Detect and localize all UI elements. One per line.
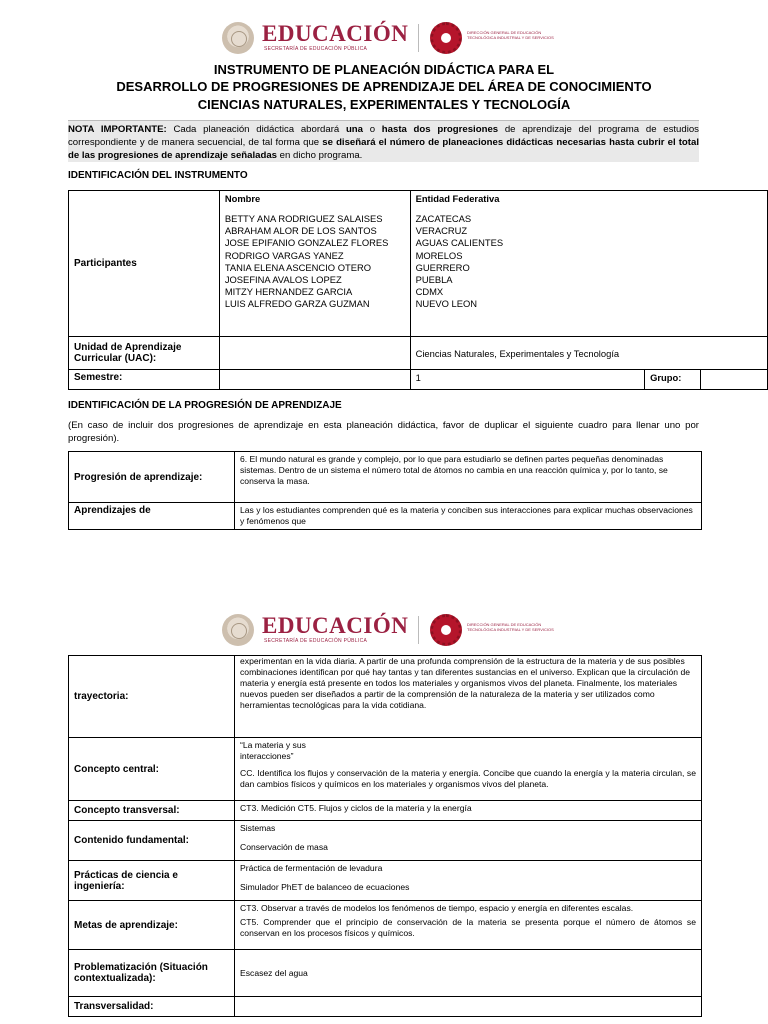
concepto-transversal-label: Concepto transversal:: [69, 801, 235, 821]
note-label: NOTA IMPORTANTE:: [68, 124, 167, 135]
progresion-table-continued: [68, 655, 702, 1017]
title-line-2: DESARROLLO DE PROGRESIONES DE APRENDIZAJE DEL ÁREA DE CONOCIMIENTO: [116, 79, 652, 94]
progresion-instructions: (En caso de incluir dos progresiones de aprendizaje en esta planeación didáctica, favor de duplicar el siguiente cuadro para llenar uno por progresión).: [68, 420, 699, 444]
national-seal-icon: [222, 22, 254, 54]
section-heading-identificacion: IDENTIFICACIÓN DEL INSTRUMENTO: [68, 170, 248, 181]
entidad-header: Entidad Federativa: [415, 193, 500, 204]
uac-label: Unidad de Aprendizaje Curricular (UAC):: [69, 337, 220, 370]
participant-state: PUEBLA: [415, 274, 453, 286]
note-text-1: Cada planeación didáctica abordará: [166, 124, 346, 135]
contenido-item-1: Sistemas: [240, 823, 276, 833]
progresion-text: 6. El mundo natural es grande y complejo, por lo que para estudiarlo se definen partes pequeñas denominadas sistemas. Dentro de un sistema el número total de átomos no cambia en una reacción química y, por lo tanto, se conserva la masa.: [235, 452, 702, 503]
note-text-4: en dicho programa.: [277, 150, 363, 161]
participant-name: TANIA ELENA ASCENCIO OTERO: [224, 261, 372, 273]
participant-name: LUIS ALFREDO GARZA GUZMAN: [224, 298, 370, 310]
participant-state: ZACATECAS: [415, 213, 472, 224]
contenido-item-2: Conservación de masa: [240, 842, 328, 852]
progresion-label: Progresión de aprendizaje:: [69, 452, 235, 503]
sep-subtitle: SECRETARÍA DE EDUCACIÓN PÚBLICA: [264, 46, 368, 52]
concepto-central-label: Concepto central:: [69, 738, 235, 801]
aprendizajes-text: Las y los estudiantes comprenden qué es la materia y conciben sus interacciones para explicar muchas observaciones y fenómenos que: [235, 503, 702, 530]
metas-cell: [235, 901, 702, 950]
participant-name: JOSEFINA AVALOS LOPEZ: [224, 274, 342, 286]
page-gap: [0, 548, 768, 592]
names-cell: [219, 191, 410, 337]
concepto-central-cell: [235, 738, 702, 801]
problematizacion-text: Escasez del agua: [235, 950, 702, 997]
practicas-cell: [235, 861, 702, 901]
note-bold-1: una: [345, 124, 363, 135]
participant-state: GUERRERO: [415, 261, 470, 273]
logo-divider: [418, 616, 419, 644]
metas-label: Metas de aprendizaje:: [69, 901, 235, 950]
dgeti-text: DIRECCIÓN GENERAL DE EDUCACIÓN TECNOLÓGICA INDUSTRIAL Y DE SERVICIOS: [467, 30, 554, 40]
note-text-3: de aprendizaje del programa de estudios correspondiente y de manera secuencial, de tal forma que: [68, 124, 699, 148]
identification-table: [68, 190, 768, 390]
title-line-3: CIENCIAS NATURALES, EXPERIMENTALES Y TECNOLOGÍA: [197, 97, 571, 112]
participant-name: JOSE EPIFANIO GONZALEZ FLORES: [224, 237, 389, 249]
concepto-central-quote: “La materia y sus interacciones”: [240, 740, 306, 761]
aprendizajes-label: Aprendizajes de: [69, 503, 235, 530]
concepto-transversal-text: CT3. Medición CT5. Flujos y ciclos de la materia y la energía: [235, 801, 702, 821]
nombre-header: Nombre: [224, 193, 261, 204]
participant-state: CDMX: [415, 286, 444, 298]
sep-subtitle: SECRETARÍA DE EDUCACIÓN PÚBLICA: [264, 638, 368, 644]
practicas-label: Prácticas de ciencia e ingeniería:: [69, 861, 235, 901]
progresion-table: [68, 451, 702, 530]
participant-name: ABRAHAM ALOR DE LOS SANTOS: [224, 225, 377, 237]
participant-name: BETTY ANA RODRIGUEZ SALAISES: [224, 213, 383, 224]
dgeti-text: DIRECCIÓN GENERAL DE EDUCACIÓN TECNOLÓGICA INDUSTRIAL Y DE SERVICIOS: [467, 622, 554, 632]
practicas-item-2: Simulador PhET de balanceo de ecuaciones: [240, 882, 410, 892]
states-cell: [410, 191, 767, 337]
participant-state: NUEVO LEON: [415, 298, 478, 310]
transversalidad-label: Transversalidad:: [69, 997, 235, 1017]
participant-state: AGUAS CALIENTES: [415, 237, 504, 249]
header-logos: [222, 16, 562, 60]
uac-empty-cell: [219, 337, 410, 370]
logo-divider: [418, 24, 419, 52]
grupo-value: [701, 370, 768, 390]
national-seal-icon: [222, 614, 254, 646]
educacion-logo-text: EDUCACIÓN: [262, 613, 409, 638]
contenido-label: Contenido fundamental:: [69, 821, 235, 861]
participantes-label: Participantes: [69, 191, 220, 337]
grupo-label: Grupo:: [645, 370, 701, 390]
concepto-central-text: CC. Identifica los flujos y conservación de la materia y energía. Concibe que cuando la energía y la materia circulan, se dan cambios físicos y químicos en los materiales y organismos vivos del planeta.: [240, 768, 696, 789]
participant-name: RODRIGO VARGAS YANEZ: [224, 249, 344, 261]
header-logos-page-2: [222, 608, 562, 652]
title-line-1: INSTRUMENTO DE PLANEACIÓN DIDÁCTICA PARA EL: [213, 62, 555, 77]
semestre-label: Semestre:: [69, 370, 220, 390]
dgeti-gear-icon: [430, 614, 462, 646]
note-text-2: o: [363, 124, 382, 135]
semestre-empty-cell: [219, 370, 410, 390]
transversalidad-value: [235, 997, 702, 1017]
section-heading-progresion: IDENTIFICACIÓN DE LA PROGRESIÓN DE APRENDIZAJE: [68, 400, 342, 411]
dgeti-gear-icon: [430, 22, 462, 54]
note-bold-3: se diseñará el número de planeaciones didácticas necesarias hasta cubrir el total de las progresiones de aprendizaje señaladas: [68, 137, 699, 161]
participant-state: VERACRUZ: [415, 225, 468, 237]
uac-value: Ciencias Naturales, Experimentales y Tecnología: [410, 337, 767, 370]
participant-states: [416, 213, 762, 311]
trayectoria-text: experimentan en la vida diaria. A partir de una profunda comprensión de la estructura de la materia y de sus posibles combinaciones identifican por qué hay tantas y tan diferentes sustancias en el universo. Explican que la circulación de materia y energía está presente en todos los materiales y organismos vivos del planeta. Finalmente, los materiales nuevos pueden ser diseñados a partir de la comprensión de la naturaleza de la materia y ser utilizados como herramientas tecnológicas para la vida cotidiana.: [235, 656, 702, 738]
educacion-logo-text: EDUCACIÓN: [262, 21, 409, 46]
participant-name: MITZY HERNANDEZ GARCIA: [224, 286, 353, 298]
practicas-item-1: Práctica de fermentación de levadura: [240, 863, 383, 873]
metas-item-1: CT3. Observar a través de modelos los fenómenos de tiempo, espacio y energía en diferentes escalas.: [240, 903, 634, 913]
participant-names: [225, 213, 405, 311]
metas-item-2: CT5. Comprender que el principio de conservación de la materia se presenta porque el número de átomos se conservan en los procesos físicos y químicos.: [240, 917, 696, 938]
important-note: [68, 120, 699, 162]
trayectoria-label: trayectoria:: [69, 656, 235, 738]
document-page-2: [0, 592, 768, 1024]
contenido-cell: [235, 821, 702, 861]
participant-state: MORELOS: [415, 249, 463, 261]
note-bold-2: hasta dos progresiones: [381, 124, 499, 135]
problematizacion-label: Problematización (Situación contextualizada):: [69, 950, 235, 997]
semestre-value: 1: [410, 370, 645, 390]
